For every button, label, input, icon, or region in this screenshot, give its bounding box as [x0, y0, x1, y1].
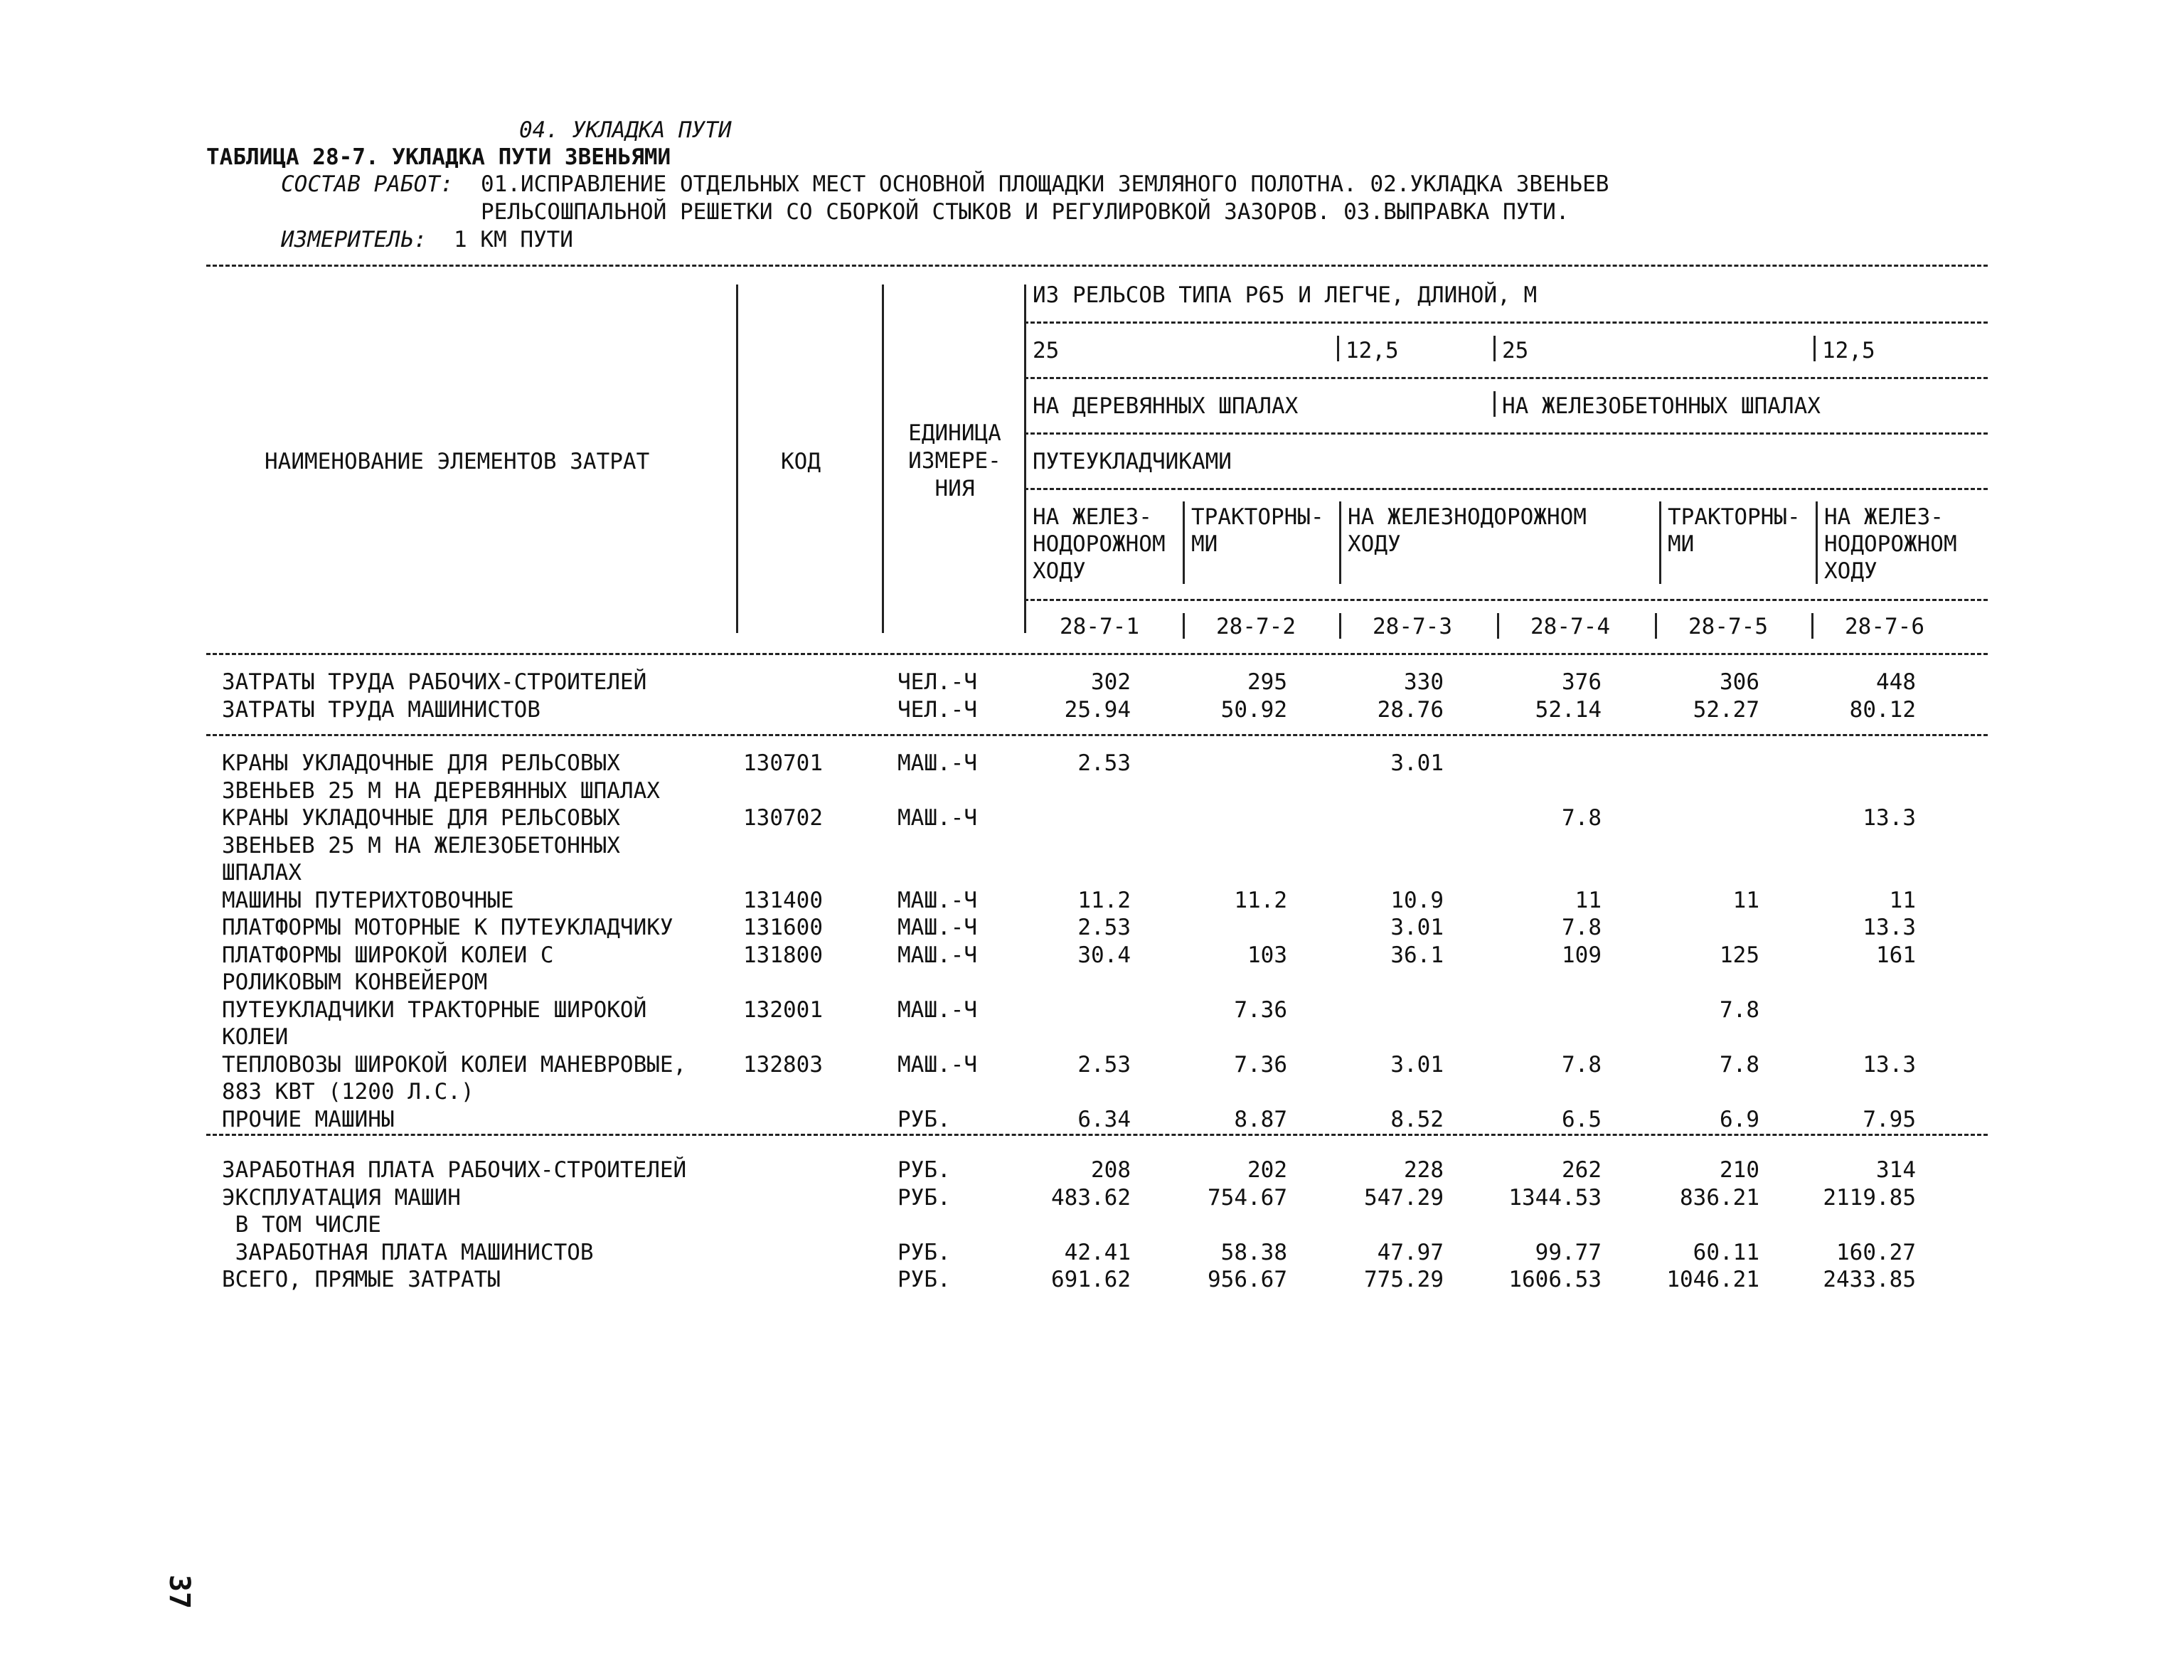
row-unit: ЧЕЛ.-Ч	[897, 696, 977, 723]
row-name: ПРОЧИЕ МАШИНЫ	[222, 1106, 395, 1132]
rule-h5	[1024, 599, 1988, 601]
vbar-sleepers	[1493, 391, 1496, 417]
table-cell: 202	[1247, 1157, 1287, 1183]
row-unit: МАШ.-Ч	[897, 915, 977, 940]
section-title: 04. УКЛАДКА ПУТИ	[519, 117, 732, 143]
table-cell: 60.11	[1693, 1239, 1759, 1265]
header-sleepers-concrete: НА ЖЕЛЕЗОБЕТОННЫХ ШПАЛАХ	[1502, 393, 1821, 419]
row-unit: МАШ.-Ч	[897, 750, 977, 776]
rule-header-bottom	[206, 653, 1988, 655]
row-name: ЗАТРАТЫ ТРУДА МАШИНИСТОВ	[222, 696, 540, 723]
table-cell: 11	[1575, 887, 1602, 913]
header-length-4: 12,5	[1822, 338, 1875, 363]
table-cell: 295	[1247, 669, 1287, 695]
header-mode3-1: НА ЖЕЛЕЗНОДОРОЖНОМ	[1348, 504, 1587, 530]
table-cell: 42.41	[1064, 1239, 1131, 1265]
table-cell: 208	[1091, 1157, 1131, 1183]
work-line-2: РЕЛЬСОШПАЛЬНОЙ РЕШЕТКИ СО СБОРКОЙ СТЫКОВ И РЕГУЛИРОВКОЙ ЗАЗОРОВ. 03.ВЫПРАВКА ПУТИ.	[481, 199, 1570, 225]
rule-h3	[1024, 432, 1988, 435]
table-cell: 161	[1876, 942, 1916, 968]
table-cell: 1606.53	[1508, 1267, 1602, 1292]
row-unit: МАШ.-Ч	[897, 996, 977, 1023]
header-mode5-1: НА ЖЕЛЕЗ-	[1824, 504, 1944, 530]
row-name: КРАНЫ УКЛАДОЧНЫЕ ДЛЯ РЕЛЬСОВЫХ	[222, 750, 620, 776]
header-mode4-1: ТРАКТОРНЫ-	[1668, 504, 1801, 530]
row-code: 132001	[743, 996, 823, 1023]
header-code: КОД	[781, 449, 821, 474]
table-cell: 2.53	[1077, 750, 1131, 776]
table-cell: 11	[1889, 887, 1916, 913]
vbar-code5	[1655, 613, 1657, 639]
table-cell: 11.2	[1077, 887, 1131, 913]
table-cell: 448	[1876, 669, 1916, 695]
row-name: ЗАРАБОТНАЯ ПЛАТА РАБОЧИХ-СТРОИТЕЛЕЙ	[222, 1157, 687, 1183]
table-cell: 10.9	[1390, 887, 1444, 913]
row-name: ПУТЕУКЛАДЧИКИ ТРАКТОРНЫЕ ШИРОКОЙ	[222, 996, 647, 1023]
table-cell: 28.76	[1377, 696, 1444, 723]
table-cell: 7.36	[1234, 996, 1287, 1023]
vbar-code3	[1339, 613, 1341, 639]
header-mode1-3: ХОДУ	[1033, 558, 1086, 584]
vbar-code6	[1811, 613, 1813, 639]
header-unit-3: НИЯ	[934, 476, 975, 501]
table-cell: 7.8	[1562, 1051, 1602, 1078]
table-cell: 7.8	[1562, 915, 1602, 940]
table-cell: 7.8	[1720, 996, 1759, 1023]
table-cell: 7.8	[1720, 1051, 1759, 1078]
row-name: 883 КВТ (1200 Л.С.)	[222, 1079, 474, 1105]
row-name: ЗВЕНЬЕВ 25 М НА ЖЕЛЕЗОБЕТОННЫХ	[222, 832, 620, 858]
vbar-mode2	[1183, 501, 1185, 584]
row-unit: ЧЕЛ.-Ч	[897, 669, 977, 695]
table-cell: 52.14	[1535, 696, 1602, 723]
header-unit-2: ИЗМЕРЕ-	[908, 448, 1001, 474]
table-cell: 3.01	[1390, 1051, 1444, 1078]
table-cell: 376	[1562, 669, 1602, 695]
table-cell: 2.53	[1077, 1051, 1131, 1078]
table-cell: 754.67	[1208, 1184, 1287, 1211]
table-cell: 7.95	[1863, 1106, 1916, 1132]
page-number: 37	[163, 1574, 196, 1610]
table-cell: 11	[1732, 887, 1759, 913]
row-name: ВСЕГО, ПРЯМЫЕ ЗАТРАТЫ	[222, 1267, 501, 1292]
row-unit: МАШ.-Ч	[897, 805, 977, 831]
table-cell: 13.3	[1863, 915, 1916, 940]
table-cell: 25.94	[1064, 696, 1131, 723]
header-colcode-1: 28-7-1	[1060, 614, 1139, 639]
table-cell: 314	[1876, 1157, 1916, 1183]
table-cell: 302	[1091, 669, 1131, 695]
row-code: 131600	[743, 915, 823, 940]
row-name: ШПАЛАХ	[222, 860, 302, 886]
header-unit-1: ЕДИНИЦА	[908, 420, 1001, 446]
header-colcode-2: 28-7-2	[1216, 614, 1296, 639]
header-colcode-6: 28-7-6	[1845, 614, 1924, 639]
table-cell: 7.8	[1562, 805, 1602, 831]
table-cell: 3.01	[1390, 915, 1444, 940]
table-cell: 956.67	[1208, 1267, 1287, 1292]
header-mode1-1: НА ЖЕЛЕЗ-	[1033, 504, 1152, 530]
table-title: ТАБЛИЦА 28-7. УКЛАДКА ПУТИ ЗВЕНЬЯМИ	[206, 144, 671, 170]
header-colcode-5: 28-7-5	[1688, 614, 1768, 639]
table-cell: 3.01	[1390, 750, 1444, 776]
vbar-mode4	[1659, 501, 1661, 584]
row-name: ЗВЕНЬЕВ 25 М НА ДЕРЕВЯННЫХ ШПАЛАХ	[222, 777, 660, 804]
row-name: МАШИНЫ ПУТЕРИХТОВОЧНЫЕ	[222, 887, 514, 913]
vbar-len2	[1337, 336, 1339, 361]
row-name: ПЛАТФОРМЫ ШИРОКОЙ КОЛЕИ С	[222, 942, 554, 968]
table-cell: 11.2	[1234, 887, 1287, 913]
vbar-len4	[1813, 336, 1816, 361]
table-cell: 691.62	[1051, 1267, 1131, 1292]
table-cell: 775.29	[1364, 1267, 1444, 1292]
table-cell: 547.29	[1364, 1184, 1444, 1211]
table-cell: 103	[1247, 942, 1287, 968]
table-cell: 160.27	[1836, 1239, 1916, 1265]
table-cell: 47.97	[1377, 1239, 1444, 1265]
measure-value: 1 КМ ПУТИ	[454, 227, 573, 252]
table-cell: 306	[1720, 669, 1759, 695]
vbar-unit	[1024, 285, 1026, 633]
row-code: 131400	[743, 887, 823, 913]
header-mode5-2: НОДОРОЖНОМ	[1824, 531, 1957, 557]
table-cell: 50.92	[1220, 696, 1287, 723]
header-name: НАИМЕНОВАНИЕ ЭЛЕМЕНТОВ ЗАТРАТ	[265, 449, 650, 474]
rule-h2	[1024, 377, 1988, 379]
vbar-code	[882, 285, 884, 633]
table-cell: 13.3	[1863, 805, 1916, 831]
header-colcode-3: 28-7-3	[1373, 614, 1452, 639]
table-cell: 99.77	[1535, 1239, 1602, 1265]
table-cell: 7.36	[1234, 1051, 1287, 1078]
table-cell: 6.9	[1720, 1106, 1759, 1132]
table-cell: 836.21	[1680, 1184, 1759, 1211]
row-name: КРАНЫ УКЛАДОЧНЫЕ ДЛЯ РЕЛЬСОВЫХ	[222, 805, 620, 831]
vbar-name	[736, 285, 738, 633]
vbar-code2	[1183, 613, 1185, 639]
header-mode1-2: НОДОРОЖНОМ	[1033, 531, 1166, 557]
rule-h4	[1024, 488, 1988, 490]
row-name: В ТОМ ЧИСЛЕ	[222, 1212, 381, 1238]
table-cell: 2433.85	[1823, 1267, 1916, 1292]
row-unit: РУБ.	[897, 1267, 951, 1292]
table-cell: 1046.21	[1666, 1267, 1759, 1292]
vbar-len3	[1493, 336, 1496, 361]
table-cell: 262	[1562, 1157, 1602, 1183]
row-name: ТЕПЛОВОЗЫ ШИРОКОЙ КОЛЕИ МАНЕВРОВЫЕ,	[222, 1051, 687, 1078]
table-cell: 330	[1404, 669, 1444, 695]
row-unit: МАШ.-Ч	[897, 887, 977, 913]
header-sleepers-wood: НА ДЕРЕВЯННЫХ ШПАЛАХ	[1033, 393, 1299, 419]
table-cell: 36.1	[1390, 942, 1444, 968]
header-length-1: 25	[1033, 338, 1060, 363]
work-line-1: 01.ИСПРАВЛЕНИЕ ОТДЕЛЬНЫХ МЕСТ ОСНОВНОЙ ПЛОЩАДКИ ЗЕМЛЯНОГО ПОЛОТНА. 02.УКЛАДКА ЗВЕНЬЕВ	[481, 171, 1609, 197]
table-cell: 483.62	[1051, 1184, 1131, 1211]
row-unit: РУБ.	[897, 1184, 951, 1211]
header-rails: ИЗ РЕЛЬСОВ ТИПА Р65 И ЛЕГЧЕ, ДЛИНОЙ, М	[1033, 282, 1538, 308]
row-name: ЗАТРАТЫ ТРУДА РАБОЧИХ-СТРОИТЕЛЕЙ	[222, 669, 647, 695]
table-cell: 1344.53	[1508, 1184, 1602, 1211]
measure-label: ИЗМЕРИТЕЛЬ:	[281, 227, 427, 252]
work-label: СОСТАВ РАБОТ:	[281, 171, 454, 197]
table-cell: 2.53	[1077, 915, 1131, 940]
rule-after-machines	[206, 1134, 1988, 1136]
row-unit: РУБ.	[897, 1239, 951, 1265]
rule-top	[206, 265, 1988, 267]
table-cell: 6.34	[1077, 1106, 1131, 1132]
table-cell: 6.5	[1562, 1106, 1602, 1132]
table-cell: 8.87	[1234, 1106, 1287, 1132]
header-mode3-2: ХОДУ	[1348, 531, 1401, 557]
table-cell: 210	[1720, 1157, 1759, 1183]
vbar-code4	[1497, 613, 1499, 639]
table-cell: 8.52	[1390, 1106, 1444, 1132]
header-length-2: 12,5	[1346, 338, 1399, 363]
row-name: РОЛИКОВЫМ КОНВЕЙЕРОМ	[222, 969, 488, 995]
header-colcode-4: 28-7-4	[1530, 614, 1610, 639]
row-name: ЗАРАБОТНАЯ ПЛАТА МАШИНИСТОВ	[222, 1239, 594, 1265]
header-mode4-2: МИ	[1668, 531, 1695, 557]
table-cell: 58.38	[1220, 1239, 1287, 1265]
row-unit: МАШ.-Ч	[897, 1051, 977, 1078]
row-name: ПЛАТФОРМЫ МОТОРНЫЕ К ПУТЕУКЛАДЧИКУ	[222, 915, 673, 940]
header-mode2-2: МИ	[1191, 531, 1218, 557]
row-unit: РУБ.	[897, 1106, 951, 1132]
vbar-mode3	[1339, 501, 1341, 584]
row-name: КОЛЕИ	[222, 1024, 289, 1050]
table-cell: 13.3	[1863, 1051, 1916, 1078]
header-length-3: 25	[1502, 338, 1529, 363]
row-unit: РУБ.	[897, 1157, 951, 1183]
header-mode2-1: ТРАКТОРНЫ-	[1191, 504, 1324, 530]
row-code: 131800	[743, 942, 823, 968]
header-mode5-3: ХОДУ	[1824, 558, 1877, 584]
vbar-mode5	[1816, 501, 1818, 584]
table-cell: 2119.85	[1823, 1184, 1916, 1211]
header-layers: ПУТЕУКЛАДЧИКАМИ	[1033, 449, 1232, 474]
rule-after-labor	[206, 734, 1988, 736]
table-cell: 228	[1404, 1157, 1444, 1183]
rule-h1	[1024, 321, 1988, 324]
row-unit: МАШ.-Ч	[897, 942, 977, 968]
row-code: 130702	[743, 805, 823, 831]
table-cell: 125	[1720, 942, 1759, 968]
row-code: 132803	[743, 1051, 823, 1078]
row-name: ЭКСПЛУАТАЦИЯ МАШИН	[222, 1184, 461, 1211]
table-cell: 52.27	[1693, 696, 1759, 723]
table-cell: 30.4	[1077, 942, 1131, 968]
table-cell: 80.12	[1849, 696, 1916, 723]
row-code: 130701	[743, 750, 823, 776]
table-cell: 109	[1562, 942, 1602, 968]
